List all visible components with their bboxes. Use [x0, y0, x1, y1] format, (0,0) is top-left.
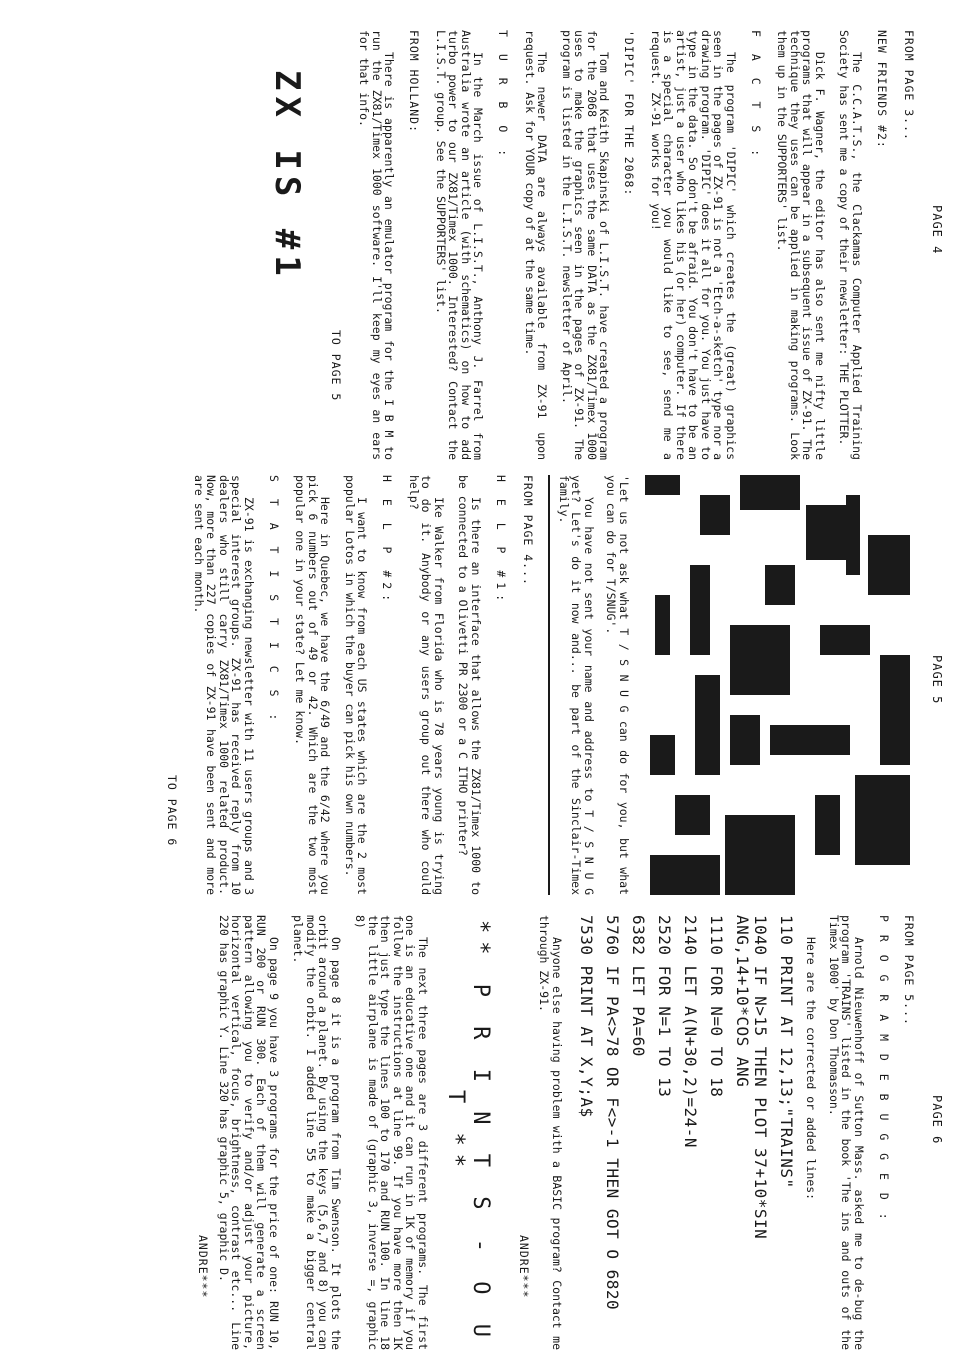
program-debugged-paragraph: Arnold Nieuwenhoff of Sutton Mass. asked me to de-bug the program 'TRAINS' listed in the book 'The ins and outs of the Timex 1000' by Don Thomasson. [827, 915, 866, 1350]
help-1-paragraph-2: Ike Walker from Florida who is 78 years young is trying to do it. Anybody or any users group out there who could help? [407, 475, 446, 895]
facts-heading: F A C T S : [749, 30, 763, 162]
andre-signature: ANDRE*** [517, 1235, 531, 1299]
to-page-6: TO PAGE 6 [165, 775, 180, 847]
zx-is-number-1-masthead: ZX IS #1 [267, 70, 307, 282]
code-line: 1110 FOR N=0 TO 18 [707, 915, 726, 1098]
dipic-2068-paragraph-1: Tom and Keith Skapinski of L.I.S.T. have created a program for the 2068 that uses the same DATA as the ZX81/Timex 1000 uses to make the graphics seen in the pages of ZX-91. The program is listed in the L.I.S.T. newsletter of April. [560, 30, 612, 460]
help-1-heading: H E L P #1: [494, 475, 508, 607]
new-friends-heading: NEW FRIENDS #2: [875, 30, 889, 149]
help-2-heading: H E L P #2: [380, 475, 395, 607]
basic-code-listing [577, 915, 795, 1350]
code-line: 6382 LET PA=60 [629, 915, 648, 1057]
tsnug-join-paragraph: You have not sent your name and address to T / S N U G yet? Let's do it now and... be part of the Sinclair-Timex family. [557, 475, 596, 895]
program-debugged-heading: P R O G R A M D E B U G G E D : [877, 915, 891, 1223]
prints-out-paragraph-3: On page 9 you have 3 programs for the price of one: RUN 10, RUN 200 or RUN 300. Each of them will generate a screen pattern allowing you to verify and/or adjust your picture, horizontal vertical, focus, brightness, contrast etc... Line 220 has graphic Y. Line 320 has graphic 5, graphic D. [217, 915, 281, 1350]
page-6-label: PAGE 6 [930, 1095, 944, 1145]
help-1-paragraph-1: Is there an interface that allows the ZX81/Timex 1000 to be connected to a Olivetti PR 2300 or a C ITHO printer? [456, 475, 483, 895]
turbo-paragraph: In the March issue of L.I.S.T., Anthony J. Farrel from Australia wrote an article (with schematics) on how to add turbo power to our ZX81/Timex 1000. Interested? Contact the L.I.S.T. group. See the SUPPORTERS' list. [434, 30, 486, 460]
andre-signature-2: ANDRE*** [196, 1235, 211, 1299]
code-line: 2140 LET A(N+30,2)=24-N [681, 915, 700, 1149]
from-page-4: FROM PAGE 4... [521, 475, 535, 586]
page-4-body [267, 30, 915, 460]
anyone-else-paragraph: Anyone else having problem with a BASIC program? Contact me through ZX-91. [537, 915, 564, 1350]
prints-out-paragraph-2: On page 8 it is a program from Tim Swenson. It plots the orbit around a planet. By using the keys (5,6,7 and 8) you can modify the orbit. I added line 55 to make a bigger central planet. [291, 915, 343, 1350]
help-2-paragraph-1: I want to know from each US states which are the 2 most popular Lotos in which the buyer can pick his own numbers. [343, 475, 370, 895]
to-page-5: TO PAGE 5 [329, 330, 343, 402]
dipic-portrait-graphic [640, 475, 910, 895]
code-line: 110 PRINT AT 12,13;"TRAINS" [777, 915, 796, 1189]
help-2-paragraph-2: Here in Quebec, we have the 6/49 and the 6/42 where you pick 6 numbers out of 49 or 42. Which are the two most popular one in your state? Let me know. [293, 475, 333, 895]
code-line: 5760 IF PA<>78 OR F<>-1 THEN GOT O 6820 [603, 915, 622, 1311]
page-5-lower-body [166, 475, 535, 895]
section-divider [548, 475, 550, 895]
page-5-label: PAGE 5 [930, 655, 944, 705]
from-page-3: FROM PAGE 3... [902, 30, 916, 141]
from-holland-paragraph: There is apparently an emulator program for the I B M to run the ZX81/Timex 1000 software. I'll keep my eyes an ears for that info. [357, 30, 397, 460]
code-line: 1040 IF N>15 THEN PLOT 37+10*SIN ANG,14+10*COS ANG [733, 915, 770, 1240]
prints-out-heading: ** P R I N T S - O U T ** [443, 920, 493, 1345]
from-holland-heading: FROM HOLLAND: [407, 30, 422, 134]
statistics-heading: S T A T I S T I C S : [267, 475, 281, 726]
new-friends-paragraph-1: The C.C.A.T.S., the Clackamas Computer Applied Training Society has sent me a copy of their newsletter: THE PLOTTER. [837, 30, 864, 460]
prints-out-paragraph-1: The next three pages are 3 different programs. The first one is an educative one and it can run in 1K of memory if you follow the instructions at line 99. If you have more then 1K then just type the lines 100 to 170 and RUN 100. In line 18 the little airplane is made of (graphic 3, inverse =, graphic 8) [353, 915, 430, 1350]
dipic-2068-heading: 'DIPIC' FOR THE 2068: [622, 30, 637, 197]
corrected-lines-intro: Here are the corrected or added lines: [804, 937, 819, 1201]
turbo-heading: T U R B O : [496, 30, 511, 162]
dipic-2068-paragraph-2: The newer DATA are always available from ZX-91 upon request. Ask for YOUR copy of at the same time. [523, 30, 550, 460]
page-4-label: PAGE 4 [930, 205, 944, 255]
code-line: 2520 FOR N=1 TO 13 [655, 915, 674, 1098]
facts-paragraph: The program 'DIPIC' which creates the (great) graphics seen in the pages of ZX-91 is not a 'Etch-a-sketch' type nor a drawing program. 'DIPIC' does it all for you. You just have to type in the data. So don't be afraid. You don't have to be an artist, just a user who likes his (or her) computer. If there is a special character you would like to see, send me a request. ZX-91 works for you! [649, 30, 738, 460]
page-6-column [0, 915, 970, 1350]
from-page-5: FROM PAGE 5... [902, 915, 916, 1026]
statistics-paragraph: ZX-91 is exchanging newsletter with 11 users groups and 3 special interest groups. ZX-91 has received reply from 10 dealers who still carry ZX81/Timex 1000 related product. Now, more than 227 copies of ZX-91 have been sent and more are sent each month. [192, 475, 256, 895]
page-5-column [0, 475, 970, 895]
page-6-body [197, 915, 916, 1350]
tsnug-quote: 'Let us not ask what T / S N U G can do for you, but what you can do for T/SNUG'. [604, 475, 631, 895]
code-line: 7530 PRINT AT X,Y;A$ [577, 915, 596, 1118]
page-4-column [0, 30, 970, 460]
new-friends-paragraph-2: Dick F. Wagner, the editor has also sent me nifty little programs that will appear in a subsequent issue of ZX-91. The technique they uses can be applied in making programs. Look them up in the SUPPORTERS' list. [775, 30, 827, 460]
page-5-body [558, 475, 631, 895]
